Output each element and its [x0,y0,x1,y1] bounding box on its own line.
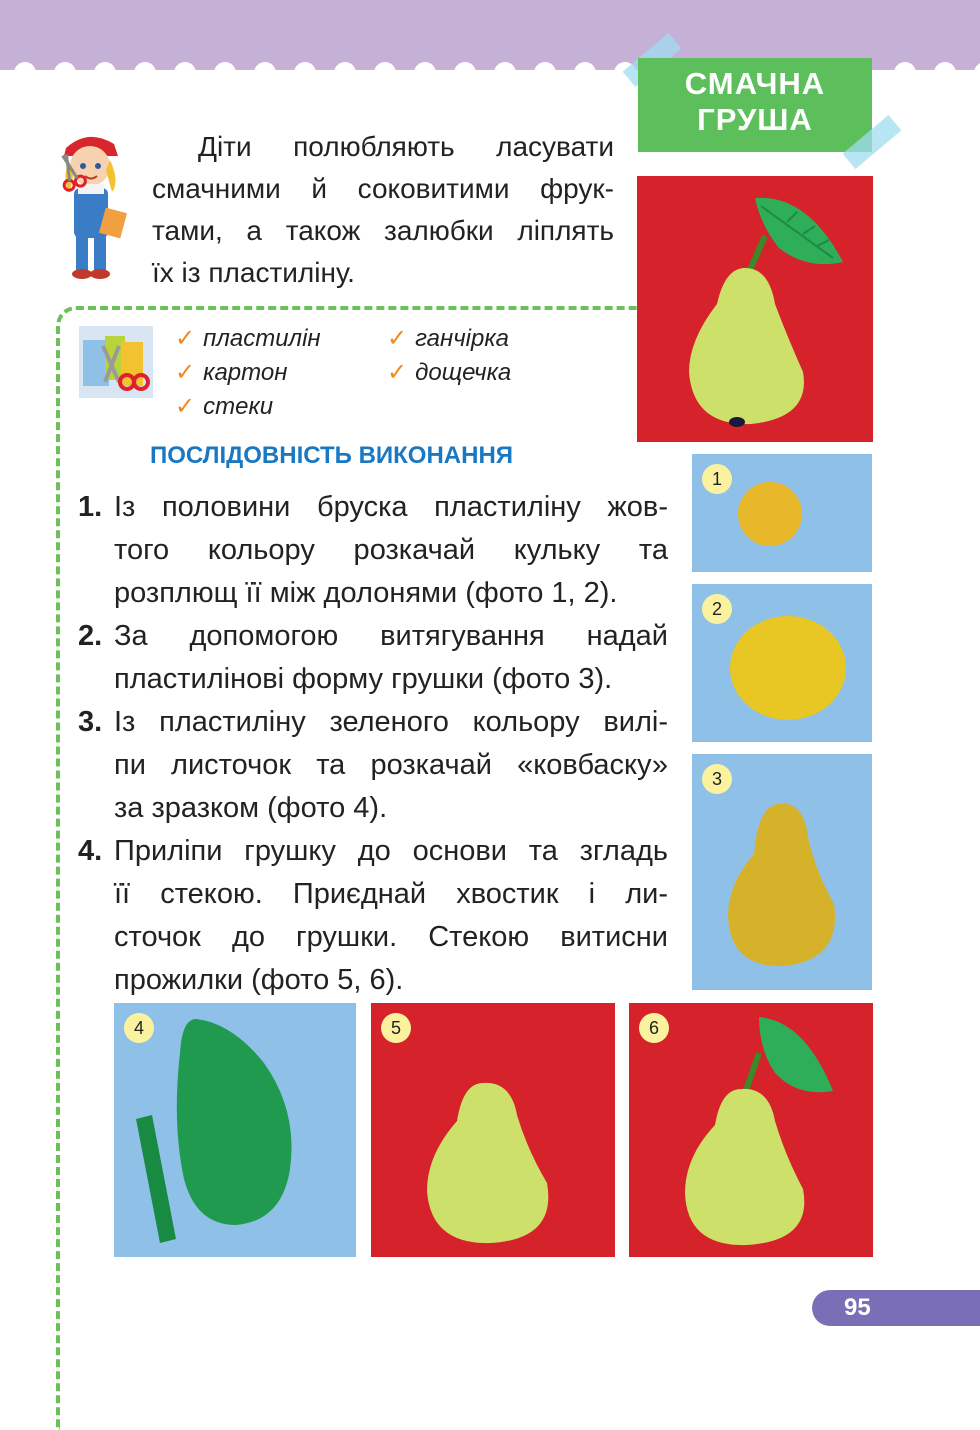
check-icon: ✓ [387,359,408,386]
check-icon: ✓ [175,393,196,420]
step-line: того кольору розкачай кульку та [114,534,668,566]
step-line: її стекою. Приєднай хвостик і ли- [114,878,668,910]
step-item [78,615,668,701]
scallop-dot [374,62,396,84]
scallop-dot [134,62,156,84]
scallop-dot [294,62,316,84]
step-line: Із пластиліну зеленого кольору вилі- [114,706,668,738]
step-photo-6 [629,1003,873,1257]
photo-number-badge: 5 [381,1013,411,1043]
scallop-dot [574,62,596,84]
step-line: розплющ її між долонями (фото 1, 2). [114,577,618,609]
intro-line: смачними й соковитими фрук- [152,173,614,204]
scallop-dot [974,62,980,84]
step-photo-5 [371,1003,615,1257]
step-item [78,701,668,830]
scallop-dot [214,62,236,84]
scallop-dot [934,62,956,84]
step-number: 4. [78,835,103,867]
materials-icon [79,326,153,398]
check-icon: ✓ [175,325,196,352]
title-line-2: ГРУША [697,102,813,137]
title-line-1: СМАЧНА [684,66,826,101]
scallop-dot [894,62,916,84]
scallop-dot [254,62,276,84]
material-item: ✓ пластилін [175,325,321,352]
step-line: прожилки (фото 5, 6). [114,964,404,996]
step-item [78,830,668,1002]
step-number: 3. [78,706,103,738]
scallop-dot [414,62,436,84]
photo-number-badge: 1 [702,464,732,494]
scallop-dot [454,62,476,84]
step-line: за зразком (фото 4). [114,792,388,824]
photo-number-badge: 3 [702,764,732,794]
girl-character-illustration [48,126,134,282]
page-title [638,58,872,152]
material-item: ✓ ганчірка [387,325,510,352]
material-item: ✓ дощечка [387,359,512,386]
finished-pear-photo [637,176,873,442]
check-icon: ✓ [387,325,408,352]
step-line: Із половини бруска пластиліну жов- [114,491,668,523]
step-photo-1 [692,454,872,572]
step-number: 1. [78,491,103,523]
sequence-heading: ПОСЛІДОВНІСТЬ ВИКОНАННЯ [150,442,514,469]
steps-list [78,486,668,1002]
step-line: сточок до грушки. Стекою витисни [114,921,668,953]
material-item: ✓ картон [175,359,288,386]
scallop-dot [54,62,76,84]
step-photo-4 [114,1003,356,1257]
step-photo-2 [692,584,872,742]
scallop-dot [174,62,196,84]
step-number: 2. [78,620,103,652]
step-line: пи листочок та розкачай «ковбаску» [114,749,668,781]
scallop-dot [14,62,36,84]
step-photo-3 [692,754,872,990]
page-number-badge: 95 [812,1290,980,1326]
intro-paragraph [152,126,614,294]
step-line: Приліпи грушку до основи та згладь [114,835,668,867]
photo-number-badge: 6 [639,1013,669,1043]
scallop-dot [534,62,556,84]
photo-number-badge: 2 [702,594,732,624]
scallop-dot [94,62,116,84]
intro-line: їх із пластиліну. [152,257,355,288]
check-icon: ✓ [175,359,196,386]
scallop-dot [494,62,516,84]
step-line: За допомогою витягування надай [114,620,668,652]
step-line: пластиліновi форму грушки (фото 3). [114,663,613,695]
step-item [78,486,668,615]
scallop-dot [334,62,356,84]
intro-line: тами, а також залюбки ліплять [152,215,614,246]
material-item: ✓ стеки [175,393,274,420]
intro-line: Діти полюбляють ласувати [198,131,614,162]
photo-number-badge: 4 [124,1013,154,1043]
